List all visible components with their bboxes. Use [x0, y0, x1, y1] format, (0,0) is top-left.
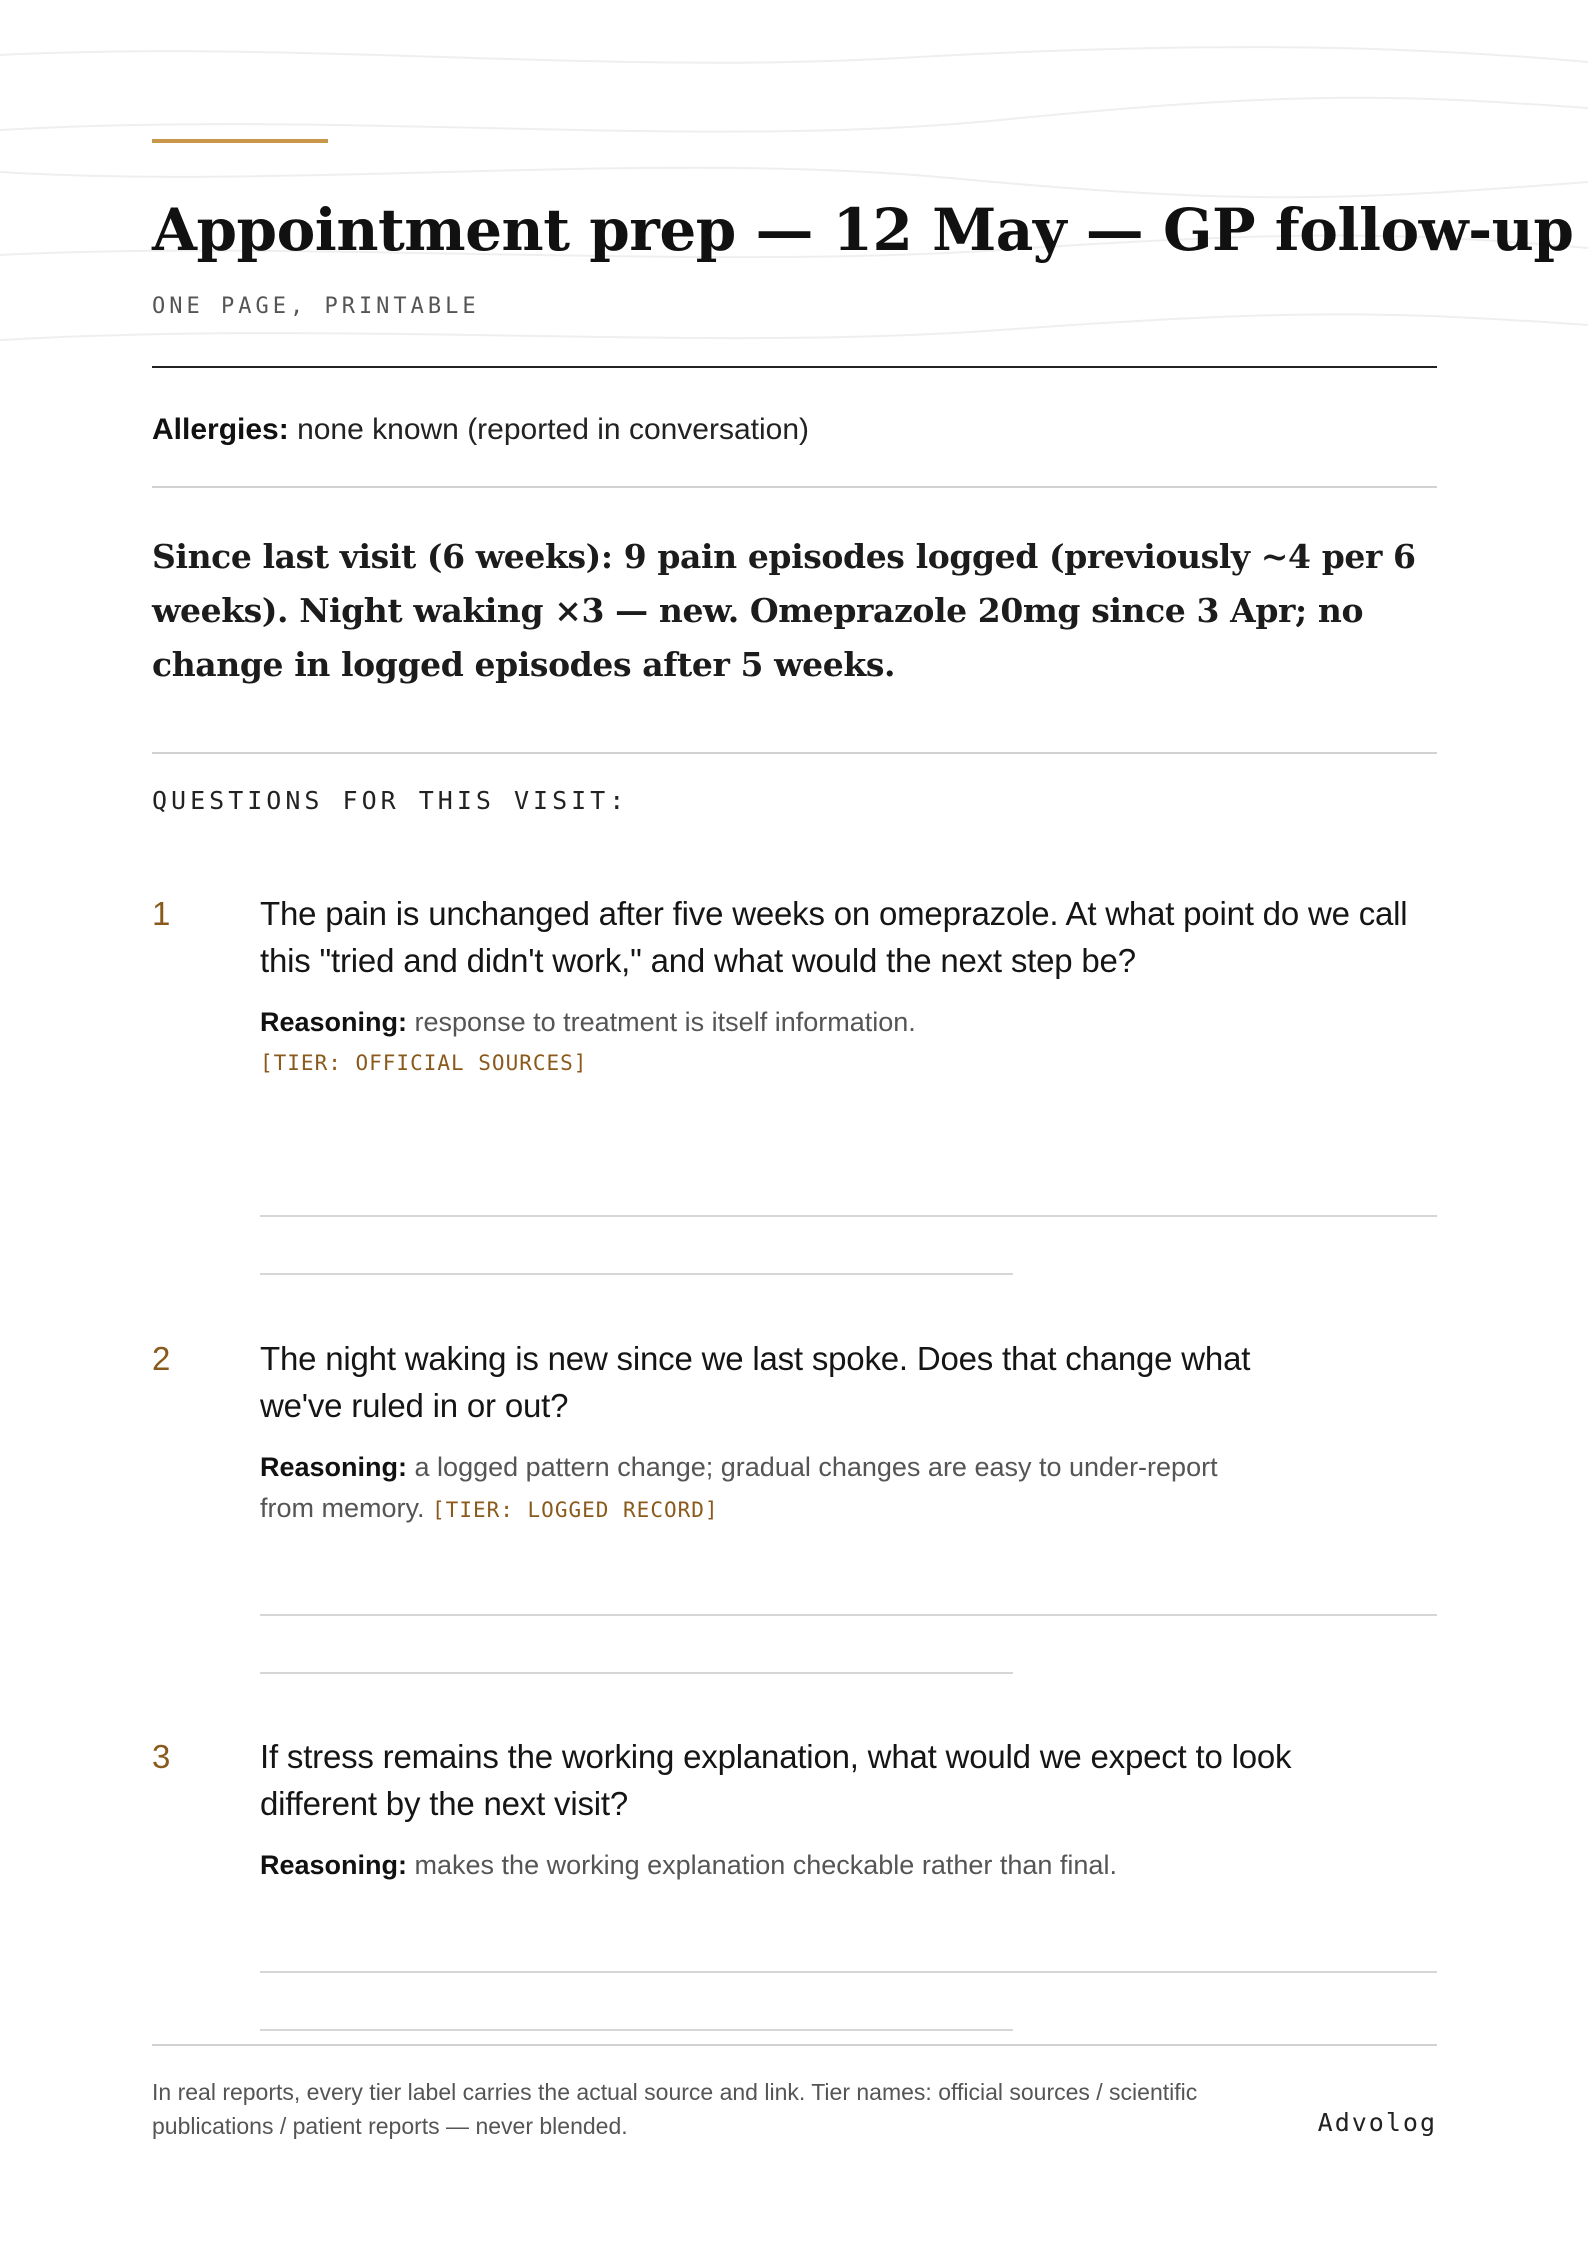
summary-divider	[152, 752, 1437, 754]
allergies-value: none known (reported in conversation)	[297, 413, 810, 446]
answer-line	[260, 1273, 1013, 1275]
answer-line	[260, 2029, 1013, 2031]
question-text: If stress remains the working explanation, what would we expect to look different by the next visit?	[260, 1738, 1292, 1822]
question-body	[260, 1335, 1440, 1531]
accent-rule	[152, 139, 328, 143]
answer-line	[260, 1215, 1437, 1217]
visit-summary: Since last visit (6 weeks): 9 pain episodes logged (previously ~4 per 6 weeks). Night waking ×3 — new. Omeprazole 20mg since 3 Apr; no change in logged episodes after 5 weeks.	[152, 537, 1416, 684]
tier-label: [TIER: LOGGED RECORD]	[432, 1498, 719, 1522]
answer-line	[260, 1971, 1437, 1973]
footer-note: In real reports, every tier label carries the actual source and link. Tier names: official sources / scientific publications / patient reports — never blended.	[152, 2079, 1198, 2139]
title-divider	[152, 366, 1437, 368]
question-number: 3	[152, 1738, 171, 1775]
question-text: The night waking is new since we last spoke. Does that change what we've ruled in or out?	[260, 1340, 1251, 1424]
question-body	[260, 890, 1440, 1083]
question-reasoning	[260, 1002, 1440, 1083]
allergies-label: Allergies:	[152, 413, 289, 446]
question-number: 1	[152, 895, 171, 932]
answer-line	[260, 1672, 1013, 1674]
reasoning-label: Reasoning:	[260, 1007, 408, 1037]
question-reasoning	[260, 1845, 1440, 1886]
reasoning-text: makes the working explanation checkable rather than final.	[414, 1850, 1117, 1880]
reasoning-label: Reasoning:	[260, 1452, 408, 1482]
allergies-divider	[152, 486, 1437, 488]
reasoning-text: a logged pattern change; gradual changes are easy to under-report from memory.	[260, 1452, 1218, 1523]
footer-divider	[152, 2044, 1437, 2046]
page-subtitle: ONE PAGE, PRINTABLE	[152, 294, 480, 319]
answer-line	[260, 1614, 1437, 1616]
question-body	[260, 1733, 1440, 1886]
tier-label: [TIER: OFFICIAL SOURCES]	[260, 1051, 588, 1075]
question-text: The pain is unchanged after five weeks on omeprazole. At what point do we call this "tried and didn't work," and what would the next step be?	[260, 895, 1408, 979]
reasoning-text: response to treatment is itself information.	[414, 1007, 916, 1037]
page-title: Appointment prep — 12 May — GP follow-up	[152, 196, 1574, 264]
questions-section-label: QUESTIONS FOR THIS VISIT:	[152, 786, 629, 815]
brand-logo-text: Advolog	[1317, 2108, 1437, 2137]
question-number: 2	[152, 1340, 171, 1377]
allergies-line	[152, 410, 809, 450]
question-reasoning	[260, 1447, 1220, 1531]
reasoning-label: Reasoning:	[260, 1850, 408, 1880]
